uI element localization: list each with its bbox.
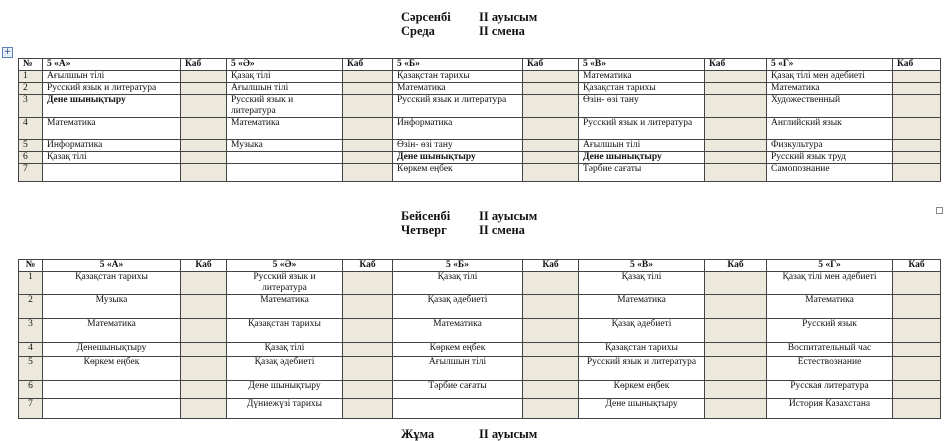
subject-cell: Художественный [767, 95, 893, 118]
subject-cell: Русский язык и литература [579, 357, 705, 381]
room-cell [893, 152, 941, 164]
day-name-ru: Среда [401, 24, 435, 38]
subject-cell: Математика [579, 71, 705, 83]
room-cell [705, 357, 767, 381]
subject-cell: Русский язык труд [767, 152, 893, 164]
subject-cell: Русская литература [767, 381, 893, 399]
room-cell [181, 272, 227, 295]
room-cell [181, 152, 227, 164]
room-cell [523, 319, 579, 343]
room-cell [893, 83, 941, 95]
subject-cell: Ағылшын тілі [579, 140, 705, 152]
shift-kz: II ауысым [479, 10, 538, 24]
subject-cell: Математика [227, 118, 343, 140]
shift-kz: II ауысым [479, 209, 538, 223]
column-header-room: Каб [343, 260, 393, 272]
room-cell [523, 164, 579, 182]
room-cell [893, 95, 941, 118]
column-header-class: 5 «Ә» [227, 59, 343, 71]
subject-cell: Қазақ тілі мен әдебиеті [767, 272, 893, 295]
subject-cell: Қазақстан тарихы [393, 71, 523, 83]
room-cell [181, 381, 227, 399]
room-cell [181, 357, 227, 381]
room-cell [705, 164, 767, 182]
column-header-room: Каб [893, 260, 941, 272]
subject-cell: Русский язык и литература [227, 272, 343, 295]
column-header-room: Каб [705, 260, 767, 272]
subject-cell: Қазақ тілі [393, 272, 523, 295]
room-cell [523, 140, 579, 152]
subject-cell: Қазақстан тарихы [43, 272, 181, 295]
table-row [19, 343, 941, 357]
day-heading-wednesday [0, 10, 950, 38]
subject-cell: Дүниежүзі тарихы [227, 399, 343, 419]
subject-cell: Қазақ тілі [227, 343, 343, 357]
room-cell [893, 343, 941, 357]
subject-cell: История Казахстана [767, 399, 893, 419]
room-cell [343, 95, 393, 118]
subject-cell: Қазақстан тарихы [579, 343, 705, 357]
day-heading-friday-partial [0, 427, 950, 441]
subject-cell: Русский язык и литература [43, 83, 181, 95]
day-name-ru: Четверг [401, 223, 447, 237]
room-cell [705, 95, 767, 118]
room-cell [523, 357, 579, 381]
room-cell [343, 83, 393, 95]
subject-cell: Қазақстан тарихы [227, 319, 343, 343]
room-cell [181, 164, 227, 182]
room-cell [523, 381, 579, 399]
table-row [19, 319, 941, 343]
room-cell [705, 399, 767, 419]
room-cell [343, 295, 393, 319]
table-row [19, 164, 941, 182]
subject-cell: Дене шынықтыру [579, 152, 705, 164]
room-cell [343, 343, 393, 357]
subject-cell: Физкультура [767, 140, 893, 152]
column-header-number: № [19, 260, 43, 272]
subject-cell: Дене шынықтыру [227, 381, 343, 399]
room-cell [181, 399, 227, 419]
schedule-table-thursday [18, 259, 941, 419]
table-row [19, 272, 941, 295]
subject-cell: Воспитательный час [767, 343, 893, 357]
subject-cell: Қазақ тілі мен әдебиеті [767, 71, 893, 83]
room-cell [893, 357, 941, 381]
table-move-handle-icon[interactable]: + [3, 47, 12, 57]
room-cell [343, 357, 393, 381]
room-cell [181, 95, 227, 118]
table-row [19, 118, 941, 140]
room-cell [343, 118, 393, 140]
lesson-number-cell: 6 [19, 152, 43, 164]
column-header-room: Каб [523, 260, 579, 272]
subject-cell [43, 381, 181, 399]
subject-cell: Английский язык [767, 118, 893, 140]
lesson-number-cell: 4 [19, 343, 43, 357]
column-header-class: 5 «А» [43, 59, 181, 71]
subject-cell: Математика [43, 319, 181, 343]
subject-cell: Математика [393, 319, 523, 343]
room-cell [705, 319, 767, 343]
room-cell [893, 381, 941, 399]
room-cell [343, 399, 393, 419]
subject-cell: Тәрбие сағаты [579, 164, 705, 182]
subject-cell: Өзін- өзі тану [579, 95, 705, 118]
column-header-room: Каб [893, 59, 941, 71]
subject-cell: Қазақ әдебиеті [393, 295, 523, 319]
room-cell [705, 272, 767, 295]
room-cell [705, 140, 767, 152]
lesson-number-cell: 5 [19, 140, 43, 152]
subject-cell: Қазақ әдебиеті [579, 319, 705, 343]
room-cell [181, 71, 227, 83]
day-name-kz: Бейсенбі [401, 209, 451, 223]
subject-cell: Тәрбие сағаты [393, 381, 523, 399]
column-header-class: 5 «Г» [767, 59, 893, 71]
table-row [19, 140, 941, 152]
room-cell [181, 295, 227, 319]
subject-cell: Дене шынықтыру [43, 95, 181, 118]
shift-ru: II смена [479, 24, 525, 38]
lesson-number-cell: 2 [19, 295, 43, 319]
column-header-class: 5 «Ә» [227, 260, 343, 272]
column-header-room: Каб [705, 59, 767, 71]
subject-cell [227, 152, 343, 164]
room-cell [893, 118, 941, 140]
subject-cell [43, 164, 181, 182]
subject-cell: Қазақстан тарихы [579, 83, 705, 95]
subject-cell: Математика [393, 83, 523, 95]
table-row [19, 95, 941, 118]
shift-ru: II смена [479, 223, 525, 237]
room-cell [893, 319, 941, 343]
room-cell [893, 399, 941, 419]
table-row [19, 83, 941, 95]
room-cell [343, 319, 393, 343]
column-header-room: Каб [343, 59, 393, 71]
room-cell [343, 164, 393, 182]
room-cell [181, 319, 227, 343]
room-cell [893, 164, 941, 182]
subject-cell: Математика [227, 295, 343, 319]
subject-cell: Русский язык [767, 319, 893, 343]
column-header-number: № [19, 59, 43, 71]
room-cell [893, 140, 941, 152]
lesson-number-cell: 7 [19, 164, 43, 182]
room-cell [181, 140, 227, 152]
room-cell [705, 118, 767, 140]
subject-cell [227, 164, 343, 182]
column-header-room: Каб [181, 260, 227, 272]
table-row [19, 71, 941, 83]
subject-cell: Информатика [43, 140, 181, 152]
subject-cell: Қазақ тілі [579, 272, 705, 295]
room-cell [705, 343, 767, 357]
lesson-number-cell: 1 [19, 272, 43, 295]
column-header-room: Каб [523, 59, 579, 71]
lesson-number-cell: 3 [19, 319, 43, 343]
subject-cell: Денешынықтыру [43, 343, 181, 357]
lesson-number-cell: 3 [19, 95, 43, 118]
subject-cell: Математика [579, 295, 705, 319]
column-header-class: 5 «В» [579, 59, 705, 71]
room-cell [893, 295, 941, 319]
room-cell [705, 152, 767, 164]
column-header-class: 5 «А» [43, 260, 181, 272]
subject-cell: Русский язык и литература [393, 95, 523, 118]
lesson-number-cell: 4 [19, 118, 43, 140]
lesson-number-cell: 5 [19, 357, 43, 381]
table-row [19, 152, 941, 164]
schedule-table-wednesday [18, 58, 941, 182]
room-cell [343, 71, 393, 83]
table-row [19, 357, 941, 381]
subject-cell: Көркем еңбек [393, 164, 523, 182]
room-cell [523, 95, 579, 118]
subject-cell: Дене шынықтыру [579, 399, 705, 419]
subject-cell: Ағылшын тілі [393, 357, 523, 381]
day-name-kz: Сәрсенбі [401, 10, 451, 24]
lesson-number-cell: 2 [19, 83, 43, 95]
room-cell [181, 83, 227, 95]
room-cell [523, 152, 579, 164]
day-heading-thursday [0, 209, 950, 237]
subject-cell: Математика [767, 83, 893, 95]
subject-cell: Көркем еңбек [43, 357, 181, 381]
subject-cell: Көркем еңбек [579, 381, 705, 399]
room-cell [523, 399, 579, 419]
column-header-class: 5 «Г» [767, 260, 893, 272]
subject-cell: Қазақ әдебиеті [227, 357, 343, 381]
room-cell [523, 295, 579, 319]
subject-cell: Естествознание [767, 357, 893, 381]
subject-cell: Русский язык и литература [579, 118, 705, 140]
column-header-room: Каб [181, 59, 227, 71]
room-cell [893, 71, 941, 83]
subject-cell: Математика [43, 118, 181, 140]
room-cell [181, 118, 227, 140]
room-cell [343, 140, 393, 152]
lesson-number-cell: 7 [19, 399, 43, 419]
subject-cell: Қазақ тілі [43, 152, 181, 164]
room-cell [523, 343, 579, 357]
column-header-class: 5 «В» [579, 260, 705, 272]
room-cell [523, 83, 579, 95]
room-cell [705, 295, 767, 319]
room-cell [343, 272, 393, 295]
subject-cell: Самопознание [767, 164, 893, 182]
table-row [19, 295, 941, 319]
subject-cell: Ағылшын тілі [43, 71, 181, 83]
column-header-class: 5 «Б» [393, 59, 523, 71]
subject-cell: Музыка [43, 295, 181, 319]
column-header-class: 5 «Б» [393, 260, 523, 272]
room-cell [523, 272, 579, 295]
subject-cell: Ағылшын тілі [227, 83, 343, 95]
lesson-number-cell: 6 [19, 381, 43, 399]
subject-cell [43, 399, 181, 419]
room-cell [523, 71, 579, 83]
room-cell [523, 118, 579, 140]
subject-cell: Қазақ тілі [227, 71, 343, 83]
table-row [19, 399, 941, 419]
day-name-kz: Жұма [401, 427, 435, 441]
room-cell [343, 152, 393, 164]
subject-cell: Өзін- өзі тану [393, 140, 523, 152]
lesson-number-cell: 1 [19, 71, 43, 83]
table-row [19, 381, 941, 399]
subject-cell [393, 399, 523, 419]
subject-cell: Көркем еңбек [393, 343, 523, 357]
subject-cell: Информатика [393, 118, 523, 140]
subject-cell: Русский язык и литература [227, 95, 343, 118]
shift-kz: II ауысым [479, 427, 538, 441]
subject-cell: Математика [767, 295, 893, 319]
room-cell [705, 71, 767, 83]
room-cell [343, 381, 393, 399]
room-cell [893, 272, 941, 295]
room-cell [181, 343, 227, 357]
room-cell [705, 381, 767, 399]
subject-cell: Дене шынықтыру [393, 152, 523, 164]
subject-cell: Музыка [227, 140, 343, 152]
room-cell [705, 83, 767, 95]
